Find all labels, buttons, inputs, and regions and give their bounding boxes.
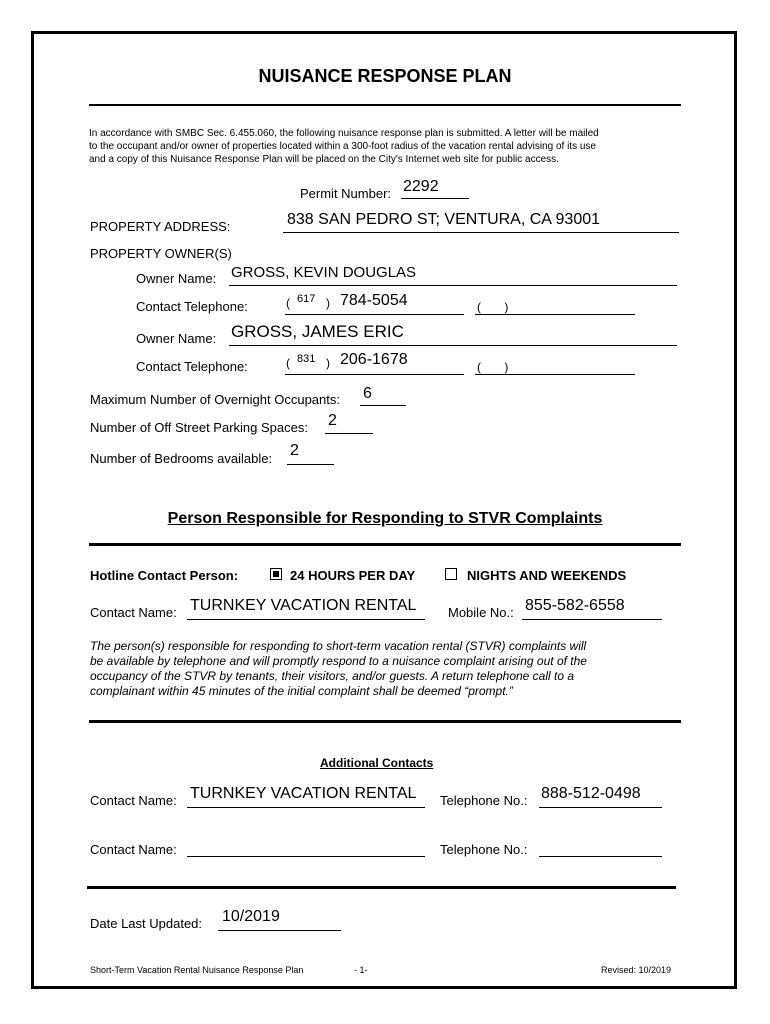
hotline-contact-name-field[interactable]: TURNKEY VACATION RENTAL [190,597,417,614]
bedrooms-underline [287,464,334,465]
responsibility-line-3: occupancy of the STVR by tenants, their visitors, and/or guests. A return telephone call to a [90,669,575,683]
permit-number-field[interactable]: 2292 [403,178,439,195]
owner-1-area-code-field[interactable]: 617 [297,293,316,305]
close-paren: ) [326,296,330,310]
checkbox-24-hours[interactable] [270,568,282,580]
permit-underline [401,198,469,199]
section-rule [89,543,681,546]
open-paren: ( [286,356,290,370]
permit-label: Permit Number: [300,186,392,201]
telephone-underline [539,807,662,808]
contact-telephone-label: Contact Telephone: [136,299,248,314]
title-rule [89,104,681,106]
owner-name-underline [229,285,677,286]
footer-page-number: - 1- [354,965,368,975]
additional-contacts-heading: Additional Contacts [320,756,434,770]
max-occupants-label: Maximum Number of Overnight Occupants: [90,392,340,407]
date-updated-field[interactable]: 10/2019 [222,908,280,925]
owner-2-alt-phone-field[interactable] [475,374,635,375]
date-updated-label: Date Last Updated: [90,916,203,931]
property-owners-label: PROPERTY OWNER(S) [90,246,232,261]
phone-underline [285,374,464,375]
contact-name-underline [187,807,425,808]
intro-line-1: In accordance with SMBC Sec. 6.455.060, the following nuisance response plan is submitted. A letter will be mailed [89,128,599,139]
phone-underline [285,314,464,315]
option-nights-weekends-label: NIGHTS AND WEEKENDS [467,568,627,583]
responsibility-line-2: be available by telephone and will promptly respond to a nuisance complaint arising out of the [90,654,587,668]
owner-2-phone-field[interactable]: 206-1678 [340,351,408,368]
owner-1-phone-field[interactable]: 784-5054 [340,292,408,309]
section-rule [87,886,676,889]
hotline-label: Hotline Contact Person: [90,568,239,583]
property-address-field[interactable]: 838 SAN PEDRO ST; VENTURA, CA 93001 [287,211,601,228]
property-address-label: PROPERTY ADDRESS: [90,219,231,234]
owner-1-alt-phone-field[interactable] [475,314,635,315]
page-title: NUISANCE RESPONSE PLAN [258,66,512,86]
close-paren: ) [326,356,330,370]
contact-name-label: Contact Name: [90,793,177,808]
owner-name-label: Owner Name: [136,331,217,346]
contact-name-label: Contact Name: [90,605,177,620]
owner-2-name-field[interactable]: GROSS, JAMES ERIC [231,322,404,341]
contact-telephone-label: Contact Telephone: [136,359,248,374]
contact-name-label: Contact Name: [90,842,177,857]
checkbox-nights-weekends[interactable] [445,568,457,580]
telephone-label: Telephone No.: [440,842,528,857]
owner-name-label: Owner Name: [136,271,217,286]
mobile-number-field[interactable]: 855-582-6558 [525,597,625,614]
footer-revised: Revised: 10/2019 [601,965,672,975]
contact-name-underline [187,619,425,620]
alt-phone-parens: ( ) [477,360,509,374]
additional-contact-2-phone-field[interactable] [539,856,662,857]
parking-field[interactable]: 2 [328,412,337,429]
section-rule [89,720,681,723]
open-paren: ( [286,296,290,310]
owner-1-name-field[interactable]: GROSS, KEVIN DOUGLAS [231,264,417,281]
intro-line-2: to the occupant and/or owner of properties located within a 300-foot radius of the vacation rental advising of its use [89,141,596,152]
address-underline [283,232,679,233]
mobile-underline [522,619,662,620]
responsibility-line-4: complainant within 45 minutes of the initial complaint shall be deemed “prompt.” [90,684,513,698]
additional-contact-2-name-field[interactable] [187,856,425,857]
footer-title: Short-Term Vacation Rental Nuisance Response Plan [90,965,304,975]
additional-contact-1-name-field[interactable]: TURNKEY VACATION RENTAL [190,785,417,802]
bedrooms-field[interactable]: 2 [290,442,299,459]
option-24-hours-label: 24 HOURS PER DAY [290,568,416,583]
responsible-heading: Person Responsible for Responding to STVR Complaints [167,510,603,527]
parking-label: Number of Off Street Parking Spaces: [90,420,308,435]
alt-phone-parens: ( ) [477,300,509,314]
telephone-label: Telephone No.: [440,793,528,808]
responsibility-line-1: The person(s) responsible for responding to short-term vacation rental (STVR) complaints will [90,639,587,653]
max-occupants-underline [360,405,406,406]
intro-line-3: and a copy of this Nuisance Response Plan will be placed on the City's Internet web site for public access. [89,154,559,165]
parking-underline [325,433,373,434]
owner-name-underline [229,345,677,346]
max-occupants-field[interactable]: 6 [363,385,372,402]
owner-2-area-code-field[interactable]: 831 [297,353,316,365]
bedrooms-label: Number of Bedrooms available: [90,451,273,466]
additional-contact-1-phone-field[interactable]: 888-512-0498 [541,785,641,802]
date-underline [218,930,341,931]
mobile-label: Mobile No.: [448,605,514,620]
